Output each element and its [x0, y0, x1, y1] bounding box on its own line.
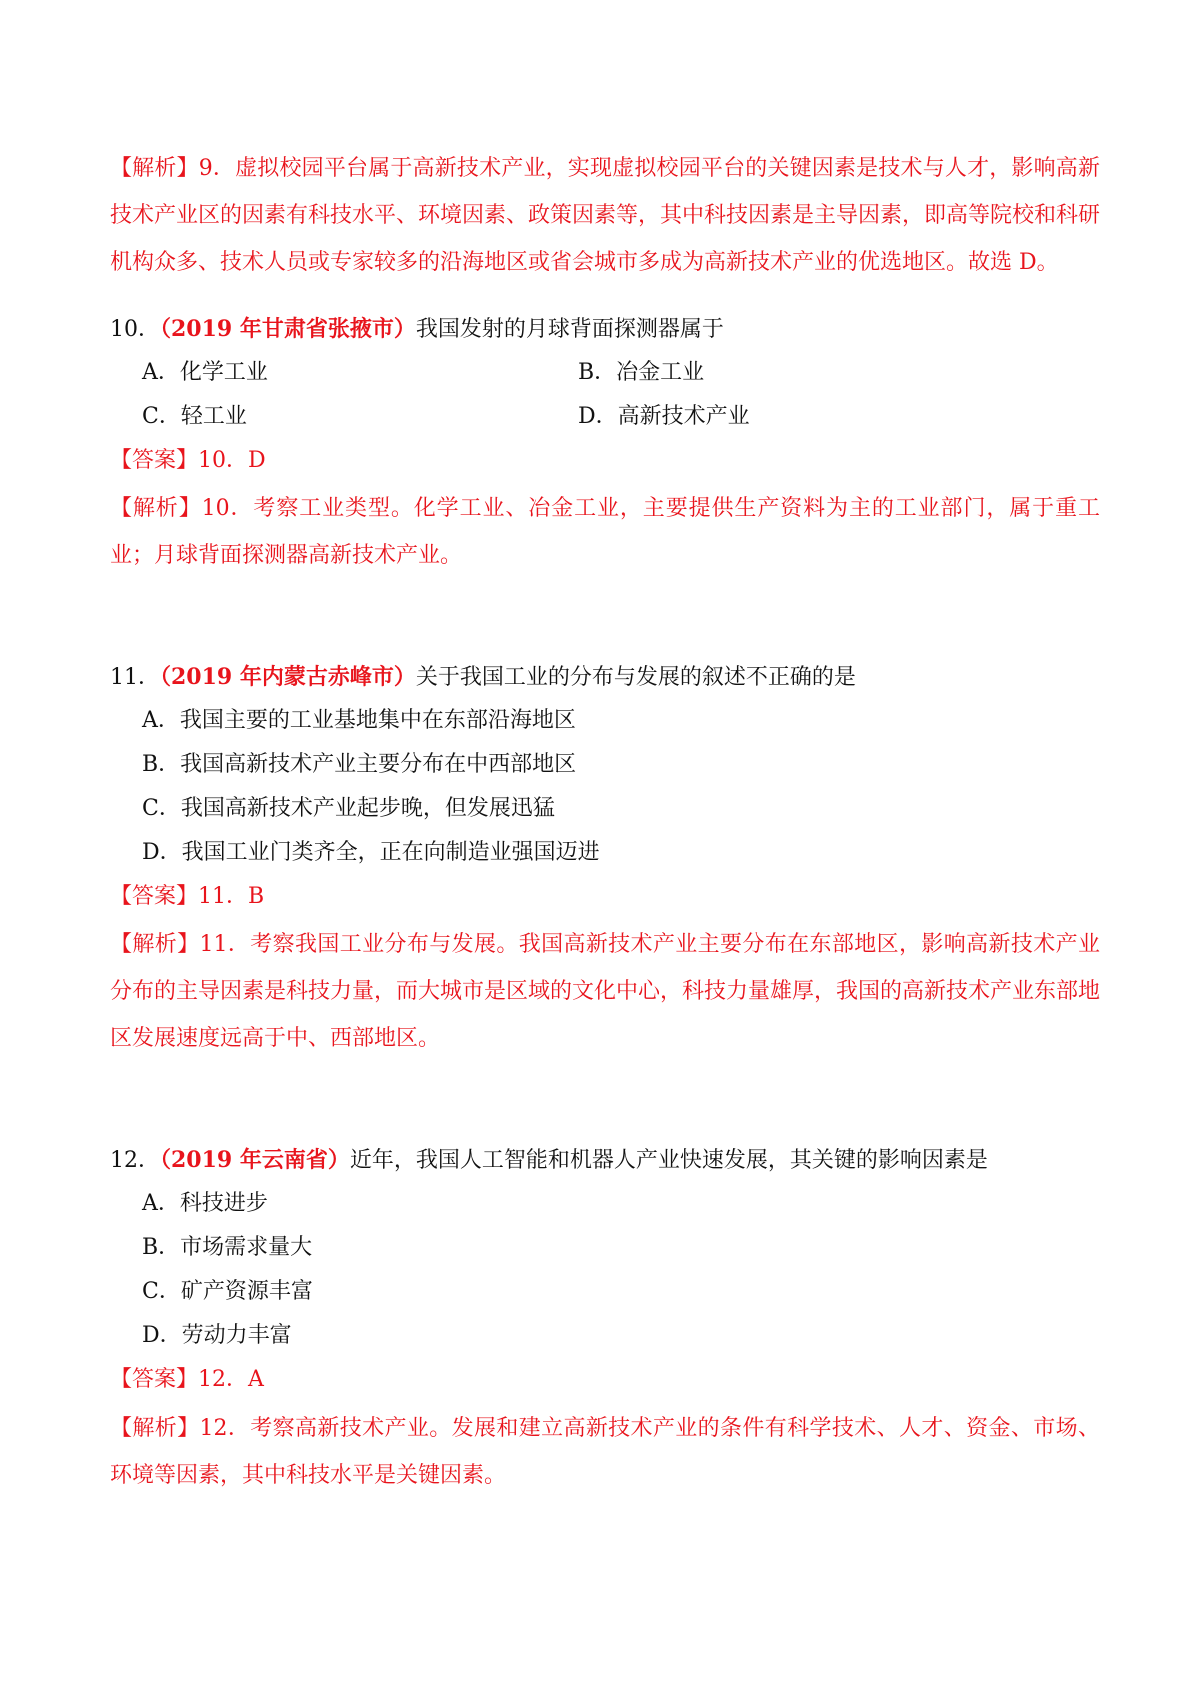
q11-answer — [110, 882, 264, 912]
analysis-text: 12．考察高新技术产业。发展和建立高新技术产业的条件有科学技术、人才、资金、市场、环境等因素，其中科技水平是关键因素。 — [110, 1416, 1100, 1488]
q12-analysis — [110, 1405, 1100, 1499]
q10-option-b: B．冶金工业 — [578, 360, 705, 385]
q11-option-c: C．我国高新技术产业起步晚，但发展迅猛 — [142, 796, 555, 821]
analysis-text: 9．虚拟校园平台属于高新技术产业，实现虚拟校园平台的关键因素是技术与人才，影响高新技术产业区的因素有科技水平、环境因素、政策因素等，其中科技因素是主导因素，即高等院校和科研机构众多、技术人员或专家较多的沿海地区或省会城市多成为高新技术产业的优选地区。故选 D。 — [110, 156, 1101, 275]
q10-analysis — [110, 485, 1100, 579]
q10-stem — [110, 314, 1100, 345]
q12-option-d: D．劳动力丰富 — [142, 1323, 292, 1348]
question-source: （2019 年甘肃省张掖市） — [160, 316, 416, 342]
analysis-tag: 【解析】 — [110, 932, 200, 957]
q11-option-a: A．我国主要的工业基地集中在东部沿海地区 — [142, 708, 576, 733]
analysis-tag: 【解析】 — [110, 496, 202, 521]
q12-option-c: C．矿产资源丰富 — [142, 1279, 313, 1304]
q11-option-d: D．我国工业门类齐全，正在向制造业强国迈进 — [142, 840, 600, 865]
q12-option-b: B．市场需求量大 — [142, 1235, 313, 1260]
answer-value: 11．B — [198, 884, 265, 909]
q10-option-c: C．轻工业 — [142, 404, 247, 429]
analysis-text: 11．考察我国工业分布与发展。我国高新技术产业主要分布在东部地区，影响高新技术产业分布的主导因素是科技力量，而大城市是区域的文化中心，科技力量雄厚，我国的高新技术产业东部地区发展速度远高于中、西部地区。 — [110, 932, 1101, 1051]
answer-value: 10．D — [198, 448, 266, 473]
question-text: 近年，我国人工智能和机器人产业快速发展，其关键的影响因素是 — [349, 1148, 988, 1173]
q11-option-b: B．我国高新技术产业主要分布在中西部地区 — [142, 752, 577, 777]
question-text: 我国发射的月球背面探测器属于 — [415, 317, 724, 342]
question-number: 10． — [110, 317, 160, 342]
q10-option-d: D．高新技术产业 — [578, 404, 750, 429]
q10-answer — [110, 446, 266, 476]
question-source: （2019 年内蒙古赤峰市） — [160, 664, 416, 690]
analysis-tag: 【解析】 — [110, 156, 199, 181]
question-number: 11． — [110, 665, 160, 690]
q11-analysis — [110, 921, 1100, 1062]
q9-analysis — [110, 145, 1100, 286]
answer-tag: 【答案】 — [110, 448, 199, 473]
answer-tag: 【答案】 — [110, 884, 199, 909]
analysis-text: 10．考察工业类型。化学工业、冶金工业，主要提供生产资料为主的工业部门，属于重工业；月球背面探测器高新技术产业。 — [110, 496, 1100, 568]
q12-answer — [110, 1365, 264, 1395]
q12-stem — [110, 1145, 1100, 1176]
answer-tag: 【答案】 — [110, 1367, 199, 1392]
answer-value: 12．A — [198, 1367, 264, 1392]
question-source: （2019 年云南省） — [160, 1147, 350, 1173]
q11-stem — [110, 662, 1100, 693]
question-text: 关于我国工业的分布与发展的叙述不正确的是 — [415, 665, 856, 690]
q12-option-a: A．科技进步 — [142, 1191, 268, 1216]
analysis-tag: 【解析】 — [110, 1416, 200, 1441]
q10-option-a: A．化学工业 — [142, 360, 268, 385]
question-number: 12． — [110, 1148, 160, 1173]
